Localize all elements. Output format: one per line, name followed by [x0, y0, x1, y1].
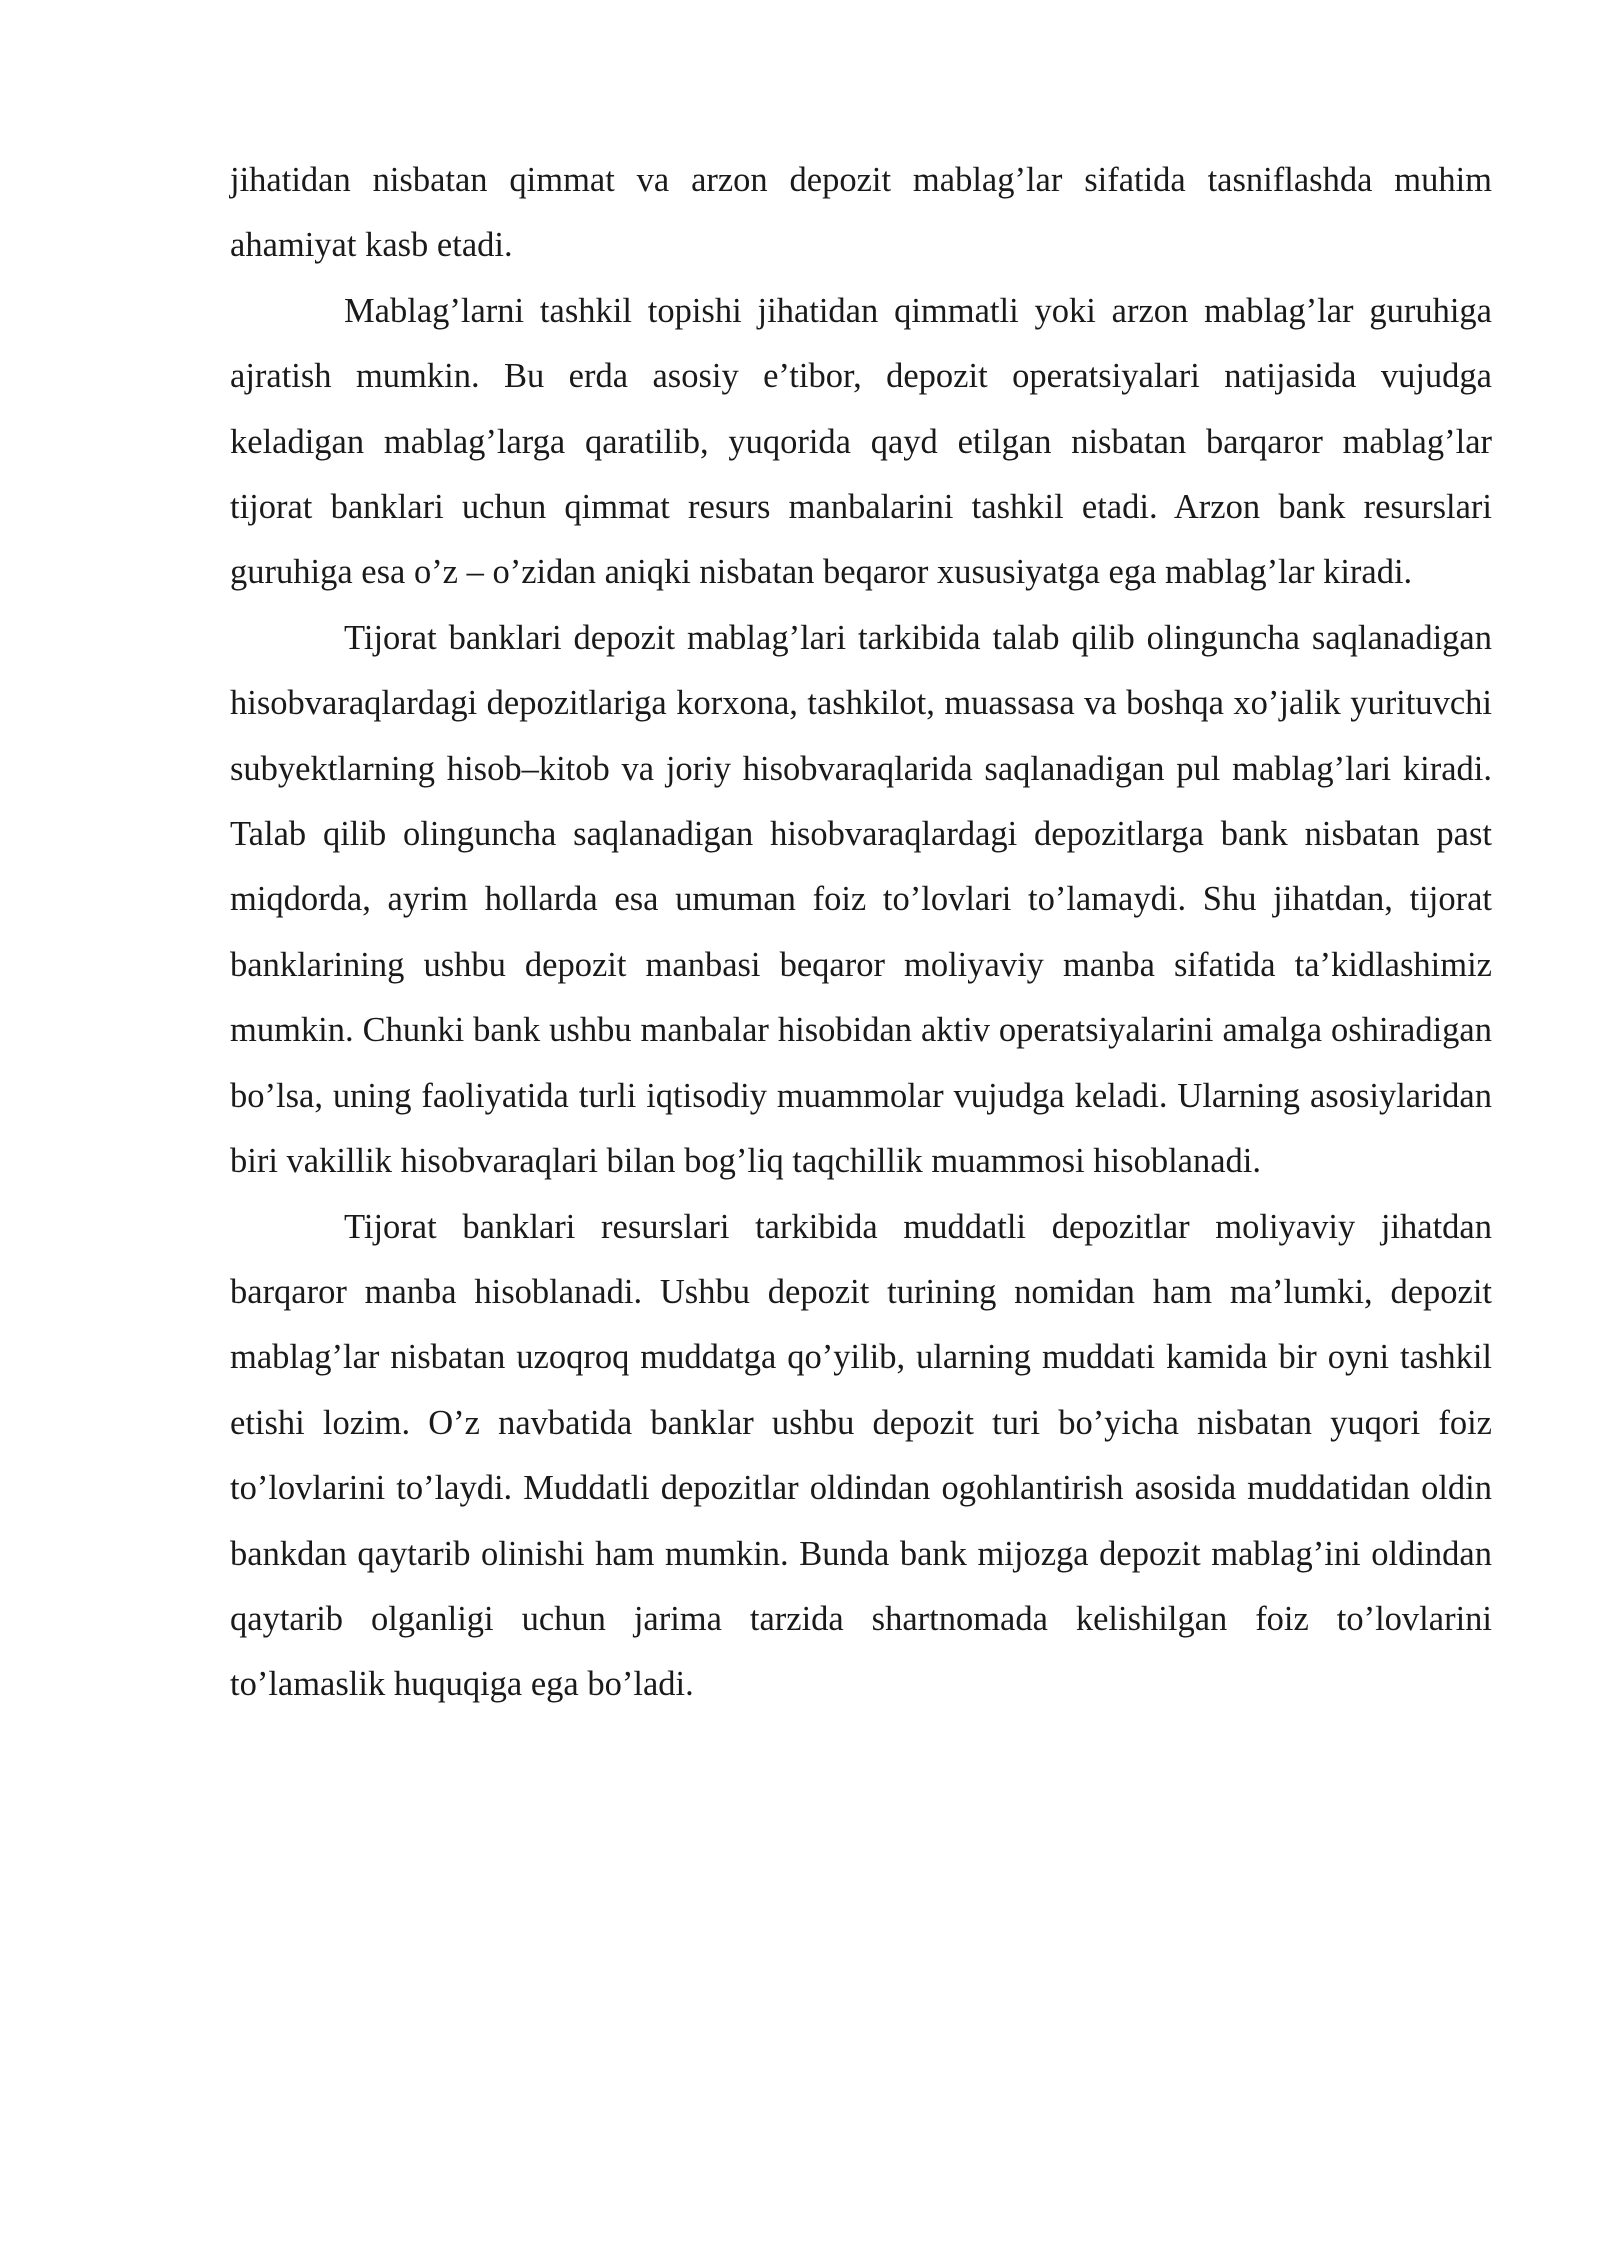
paragraph: Tijorat banklari depozit mablag’lari tarkibida talab qilib olinguncha saqlanadigan hisobvaraqlardagi depozitlariga korxona, tashkilot, muassasa va boshqa xo’jalik yurituvchi subyektlarning hisob–kitob va joriy hisobvaraqlarida saqlanadigan pul mablag’lari kiradi. Talab qilib olinguncha saqlanadigan hisobvaraqlardagi depozitlarga bank nisbatan past miqdorda, ayrim hollarda esa umuman foiz to’lovlari to’lamaydi. Shu jihatdan, tijorat banklarining ushbu depozit manbasi beqaror moliyaviy manba sifatida ta’kidlashimiz mumkin. Chunki bank ushbu manbalar hisobidan aktiv operatsiyalarini amalga oshiradigan bo’lsa, uning faoliyatida turli iqtisodiy muammolar vujudga keladi. Ularning asosiylaridan biri vakillik hisobvaraqlari bilan bog’liq taqchillik muammosi hisoblanadi.	[230, 618, 1492, 1181]
paragraph-continuation: jihatidan nisbatan qimmat va arzon depozit mablag’lar sifatida tasniflashda muhim ahamiyat kasb etadi.	[230, 161, 1492, 265]
paragraph: Tijorat banklari resurslari tarkibida muddatli depozitlar moliyaviy jihatdan barqaror manba hisoblanadi. Ushbu depozit turining nomidan ham ma’lumki, depozit mablag’lar nisbatan uzoqroq muddatga qo’yilib, ularning muddati kamida bir oyni tashkil etishi lozim. O’z navbatida banklar ushbu depozit turi bo’yicha nisbatan yuqori foiz to’lovlarini to’laydi. Muddatli depozitlar oldindan ogohlantirish asosida muddatidan oldin bankdan qaytarib olinishi ham mumkin. Bunda bank mijozga depozit mablag’ini oldindan qaytarib olganligi uchun jarima tarzida shartnomada kelishilgan foiz to’lovlarini to’lamaslik huquqiga ega bo’ladi.	[230, 1207, 1492, 1704]
paragraph: Mablag’larni tashkil topishi jihatidan qimmatli yoki arzon mablag’lar guruhiga ajratish mumkin. Bu erda asosiy e’tibor, depozit operatsiyalari natijasida vujudga keladigan mablag’larga qaratilib, yuqorida qayd etilgan nisbatan barqaror mablag’lar tijorat banklari uchun qimmat resurs manbalarini tashkil etadi. Arzon bank resurslari guruhiga esa o’z – o’zidan aniqki nisbatan beqaror xususiyatga ega mablag’lar kiradi.	[230, 291, 1492, 592]
body-text	[230, 148, 1492, 1718]
